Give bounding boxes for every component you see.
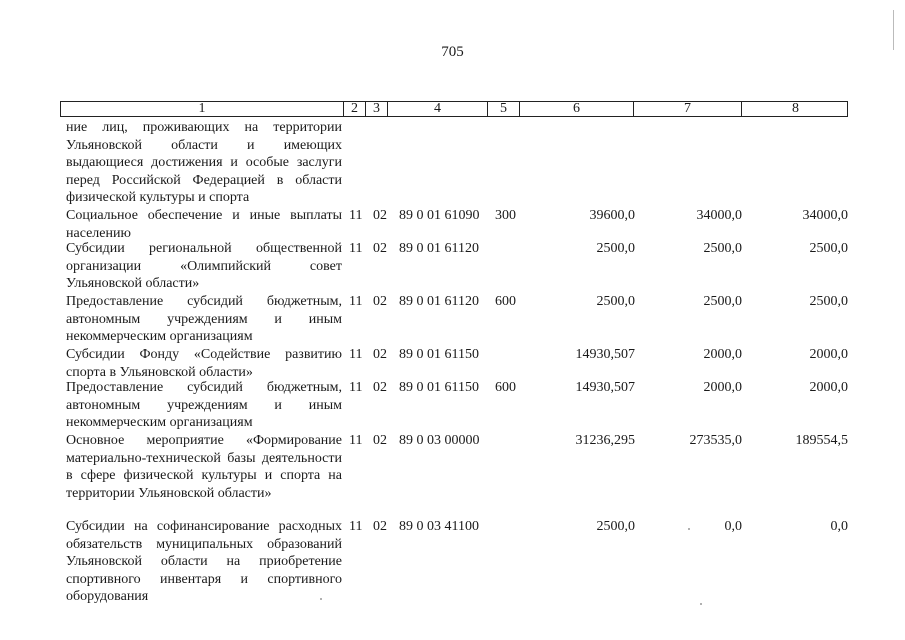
row-value-col8: 2500,0 xyxy=(809,294,848,309)
row-subsection: 02 xyxy=(373,294,387,309)
row-name: Основное мероприятие «Формирование материально-технической базы деятельности в сфере физической культуры и спорта на территории Ульяновской области» xyxy=(66,433,342,501)
scan-speck xyxy=(320,598,322,600)
page-number: 705 xyxy=(441,44,464,60)
row-target-code: 89 0 03 41100 xyxy=(399,519,479,534)
row-value-col8: 0,0 xyxy=(830,519,848,534)
row-value-col8: 2000,0 xyxy=(809,380,848,395)
header-col-1: 1 xyxy=(61,102,344,116)
row-section: 11 xyxy=(349,433,363,448)
table-header xyxy=(60,101,848,117)
row-value-col7: 0,0 xyxy=(724,519,742,534)
row-target-code: 89 0 01 61120 xyxy=(399,241,479,256)
row-name: Социальное обеспечение и иные выплаты населению xyxy=(66,208,342,241)
header-col-6: 6 xyxy=(520,102,634,116)
scan-speck xyxy=(700,603,702,605)
row-value-col6: 2500,0 xyxy=(596,294,635,309)
row-expense-type: 300 xyxy=(495,208,516,223)
row-value-col7: 2000,0 xyxy=(703,347,742,362)
row-expense-type: 600 xyxy=(495,380,516,395)
row-expense-type: 600 xyxy=(495,294,516,309)
row-name: Предоставление субсидий бюджетным, автономным учреждениям и иным некоммерческим организациям xyxy=(66,380,342,430)
scan-speck xyxy=(688,528,690,530)
row-value-col8: 2500,0 xyxy=(809,241,848,256)
row-value-col7: 34000,0 xyxy=(696,208,742,223)
scan-edge-mark xyxy=(893,10,894,50)
header-col-3: 3 xyxy=(366,102,388,116)
row-name: ние лиц, проживающих на территории Ульяновской области и имеющих выдающиеся достижения и особые заслуги перед Российской Федерацией в области физической культуры и спорта xyxy=(66,120,342,205)
row-subsection: 02 xyxy=(373,347,387,362)
row-value-col6: 2500,0 xyxy=(596,519,635,534)
row-section: 11 xyxy=(349,241,363,256)
row-value-col7: 2000,0 xyxy=(703,380,742,395)
row-section: 11 xyxy=(349,380,363,395)
header-col-2: 2 xyxy=(344,102,366,116)
row-name: Субсидии на софинансирование расходных обязательств муниципальных образований Ульяновской области на приобретение спортивного инвентаря и спортивного оборудования xyxy=(66,519,342,604)
row-section: 11 xyxy=(349,519,363,534)
row-value-col8: 2000,0 xyxy=(809,347,848,362)
row-section: 11 xyxy=(349,294,363,309)
row-value-col7: 2500,0 xyxy=(703,294,742,309)
row-target-code: 89 0 03 00000 xyxy=(399,433,480,448)
row-section: 11 xyxy=(349,208,363,223)
row-subsection: 02 xyxy=(373,380,387,395)
row-subsection: 02 xyxy=(373,241,387,256)
row-value-col6: 14930,507 xyxy=(575,380,635,395)
row-value-col7: 2500,0 xyxy=(703,241,742,256)
header-col-5: 5 xyxy=(488,102,520,116)
row-value-col6: 39600,0 xyxy=(589,208,635,223)
row-value-col7: 273535,0 xyxy=(689,433,742,448)
row-target-code: 89 0 01 61090 xyxy=(399,208,480,223)
row-target-code: 89 0 01 61150 xyxy=(399,380,479,395)
row-value-col6: 2500,0 xyxy=(596,241,635,256)
row-section: 11 xyxy=(349,347,363,362)
row-value-col8: 189554,5 xyxy=(795,433,848,448)
row-subsection: 02 xyxy=(373,433,387,448)
row-name: Предоставление субсидий бюджетным, автономным учреждениям и иным некоммерческим организациям xyxy=(66,294,342,344)
row-value-col8: 34000,0 xyxy=(802,208,848,223)
row-subsection: 02 xyxy=(373,519,387,534)
row-target-code: 89 0 01 61150 xyxy=(399,347,479,362)
header-col-4: 4 xyxy=(388,102,488,116)
row-name: Субсидии Фонду «Содействие развитию спорта в Ульяновской области» xyxy=(66,347,342,380)
header-col-8: 8 xyxy=(792,101,799,116)
row-value-col6: 14930,507 xyxy=(575,347,635,362)
row-subsection: 02 xyxy=(373,208,387,223)
row-target-code: 89 0 01 61120 xyxy=(399,294,479,309)
row-name: Субсидии региональной общественной организации «Олимпийский совет Ульяновской области» xyxy=(66,241,342,291)
row-value-col6: 31236,295 xyxy=(575,433,635,448)
header-col-7: 7 xyxy=(634,102,742,116)
